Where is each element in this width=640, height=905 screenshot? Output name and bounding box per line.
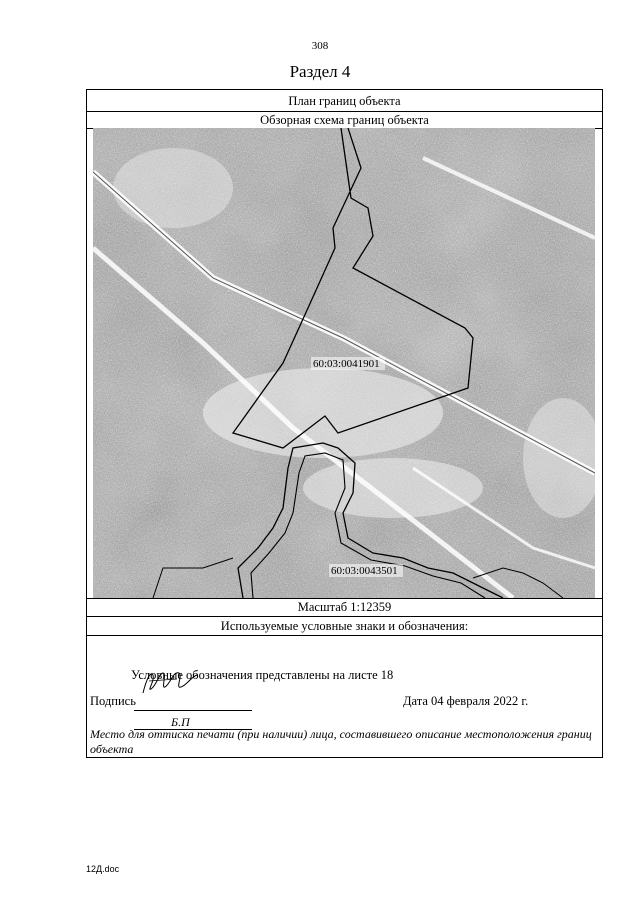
divider	[87, 598, 602, 599]
date-label: Дата 04 февраля 2022 г.	[403, 694, 529, 708]
scale-label: Масштаб 1:12359	[297, 600, 392, 614]
signature-line	[134, 710, 252, 711]
signature-initials: Б.П	[171, 715, 190, 729]
aerial-photo	[93, 128, 595, 598]
footer-filename: 12Д.doc	[86, 864, 120, 874]
document-frame	[86, 89, 603, 758]
legend-title: Используемые условные знаки и обозначения:	[220, 619, 469, 633]
handwritten-signature	[137, 667, 207, 697]
section-title: Раздел 4	[289, 62, 351, 81]
stamp-place-note: Место для оттиска печати (при наличии) лица, составившего описание местоположения границ объекта	[90, 727, 592, 756]
plan-title: План границ объекта	[288, 94, 401, 108]
cadastral-label: 60:03:0041901	[313, 358, 380, 370]
divider	[87, 616, 602, 617]
divider	[87, 111, 602, 112]
signature-label: Подпись	[90, 694, 136, 708]
page-number: 308	[311, 40, 329, 52]
overview-title: Обзорная схема границ объекта	[260, 113, 429, 127]
cadastral-label: 60:03:0043501	[331, 565, 398, 577]
overview-map	[93, 128, 595, 598]
legend-note: Условные обозначения представлены на листе 18	[131, 668, 394, 682]
divider	[87, 635, 602, 636]
